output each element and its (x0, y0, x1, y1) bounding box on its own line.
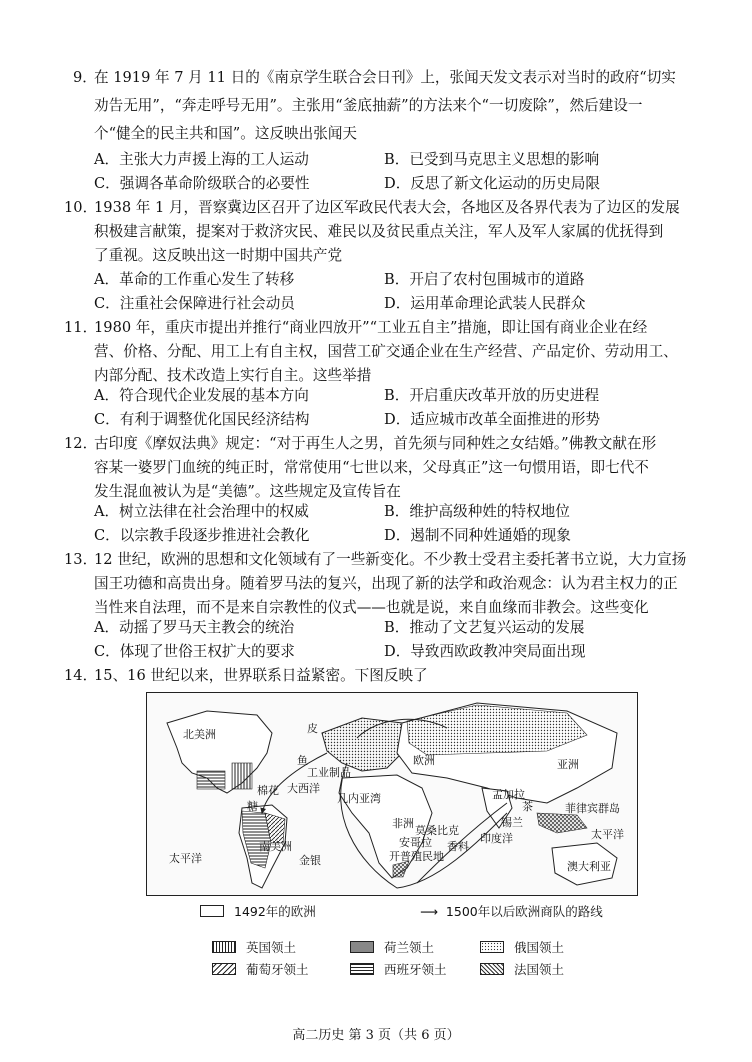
question-text-line: 发生混血被认为是“美德”。这些规定及宣传旨在 (94, 483, 401, 500)
legend-label: 1492年的欧洲 (234, 904, 316, 919)
legend-swatch (200, 905, 224, 917)
question-text-line: 古印度《摩奴法典》规定：“对于再生人之男，首先须与同种姓之女结婚。”佛教文献在形 (94, 435, 657, 452)
option-b: B．推动了文艺复兴运动的发展 (384, 619, 585, 636)
map-label-bengal: 孟加拉 (492, 788, 525, 801)
map-label-cotton: 棉花 (257, 784, 279, 797)
question-number: 9． (73, 69, 97, 86)
option-a: A．主张大力声援上海的工人运动 (94, 151, 309, 168)
question-text-line: 积极建言献策，提案对于救济灾民、难民以及贫民重点关注，军人及军人家属的优抚得到 (94, 223, 664, 240)
question-text-line: 营、价格、分配、用工上有自主权，国营工矿交通企业在生产经营、产品定价、劳动用工、 (94, 343, 678, 360)
legend-portugal (212, 962, 309, 978)
map-label-cape: 开普殖民地 (389, 850, 444, 863)
legend-russia (480, 940, 564, 956)
legend-label: 西班牙领土 (384, 962, 447, 977)
question-text-line: 在 1919 年 7 月 11 日的《南京学生联合会日刊》上，张闻天发文表示对当时的政府“切实 (94, 69, 676, 86)
map-label-angola: 安哥拉 (399, 836, 432, 849)
legend-label: 荷兰领土 (384, 940, 435, 955)
question-text-line: 15、16 世纪以来，世界联系日益紧密。下图反映了 (94, 667, 428, 684)
question-number: 12． (64, 435, 98, 452)
map-label-tea: 茶 (522, 800, 533, 813)
legend-label: 俄国领土 (514, 940, 565, 955)
map-label-guinea: 几内亚湾 (337, 792, 381, 805)
option-b: B．开启重庆改革开放的历史进程 (384, 387, 600, 404)
option-d: D．运用革命理论武装人民群众 (384, 295, 586, 312)
map-label-spices: 香料 (447, 840, 469, 853)
map-label-sugar: 糖 (247, 800, 258, 813)
option-b: B．已受到马克思主义思想的影响 (384, 151, 600, 168)
option-c: C．以宗教手段逐步推进社会教化 (94, 527, 310, 544)
map-label-south-america: 南美洲 (259, 840, 292, 853)
option-d: D．反思了新文化运动的历史局限 (384, 175, 601, 192)
map-label-africa: 非洲 (392, 817, 414, 830)
world-map-figure (146, 692, 638, 896)
option-c: C．体现了世俗王权扩大的要求 (94, 643, 295, 660)
option-b: B．维护高级种姓的特权地位 (384, 503, 570, 520)
arrow-icon: ⟶ (420, 904, 438, 919)
map-label-manufactures: 工业制品 (307, 766, 351, 779)
map-drawing (147, 693, 638, 896)
question-text-line: 了重视。这反映出这一时期中国共产党 (94, 247, 343, 264)
spain-territory-na (197, 771, 225, 789)
map-label-north-america: 北美洲 (183, 728, 216, 741)
map-label-europe: 欧洲 (413, 754, 435, 767)
map-label-pacific-left: 太平洋 (169, 852, 202, 865)
option-a: A．动摇了罗马天主教会的统治 (94, 619, 295, 636)
question-text-line: 1938 年 1 月，晋察冀边区召开了边区军政民代表大会，各地区及各界代表为了边区的发展 (94, 199, 680, 216)
question-text-line: 个“健全的民主共和国”。这反映出张闻天 (94, 125, 358, 142)
legend-label: 法国领土 (514, 962, 565, 977)
legend-swatch (350, 963, 374, 975)
question-text-line: 当性来自法理，而不是来自宗教性的仪式——也就是说，来自血缘而非教会。这些变化 (94, 599, 649, 616)
map-label-mozambique: 莫桑比克 (415, 824, 459, 837)
option-d: D．导致西欧政教冲突局面出现 (384, 643, 586, 660)
question-text-line: 国王功德和高贵出身。随着罗马法的复兴，出现了新的法学和政治观念：认为君主权力的正 (94, 575, 678, 592)
question-text-line: 12 世纪，欧洲的思想和文化领域有了一些新变化。不少教士受君主委托著书立说，大力宣扬 (94, 551, 687, 568)
option-c: C．有利于调整优化国民经济结构 (94, 411, 310, 428)
legend-label: 英国领土 (246, 940, 297, 955)
question-number: 11． (64, 319, 98, 336)
legend-swatch (480, 941, 504, 953)
map-label-australia: 澳大利亚 (567, 860, 611, 873)
map-label-fish: 鱼 (297, 754, 308, 767)
legend-swatch (212, 963, 236, 975)
question-text-line: 内部分配、技术改造上实行自主。这些举措 (94, 367, 372, 384)
question-number: 10． (64, 199, 98, 216)
option-d: D．适应城市改革全面推进的形势 (384, 411, 601, 428)
legend-label: 葡萄牙领土 (246, 962, 309, 977)
legend-spain (350, 962, 447, 978)
region-east-indies (537, 813, 587, 833)
legend-britain (212, 940, 296, 956)
continent-europe (322, 718, 407, 771)
question-text-line: 容某一婆罗门血统的纯正时，常常使用“七世以来，父母真正”这一句惯用语，即七代不 (94, 459, 649, 476)
map-label-atlantic: 大西洋 (287, 782, 320, 795)
option-c: C．强调各革命阶级联合的必要性 (94, 175, 310, 192)
page-footer: 高二历史 第 3 页（共 6 页） (292, 1028, 460, 1043)
legend-swatch (212, 941, 236, 953)
map-label-pacific-right: 太平洋 (591, 828, 624, 841)
option-a: A．树立法律在社会治理中的权威 (94, 503, 309, 520)
legend-europe-1492 (200, 904, 316, 920)
question-number: 13． (64, 551, 98, 568)
map-label-asia: 亚洲 (557, 758, 579, 771)
map-label-furs: 皮 (307, 722, 318, 735)
option-c: C．注重社会保障进行社会动员 (94, 295, 295, 312)
legend-france (480, 962, 564, 978)
legend-netherlands (350, 940, 434, 956)
map-label-philippines: 菲律宾群岛 (565, 802, 620, 815)
britain-territory-na (232, 763, 252, 789)
option-a: A．符合现代企业发展的基本方向 (94, 387, 309, 404)
legend-label: 1500年以后欧洲商队的路线 (445, 904, 603, 919)
legend-route (420, 904, 603, 920)
question-number: 14． (64, 667, 98, 684)
option-d: D．遏制不同种姓通婚的现象 (384, 527, 571, 544)
question-text-line: 劝告无用”，“奔走呼号无用”。主张用“釜底抽薪”的方法来个“一切废除”，然后建设一 (94, 97, 643, 114)
legend-swatch (480, 963, 504, 975)
map-label-ceylon: 锡兰 (501, 816, 523, 829)
legend-swatch (350, 941, 374, 953)
option-b: B．开启了农村包围城市的道路 (384, 271, 585, 288)
map-label-indian-ocean: 印度洋 (480, 832, 513, 845)
question-text-line: 1980 年，重庆市提出并推行“商业四放开”“工业五自主”措施，即让国有商业企业在经 (94, 319, 648, 336)
option-a: A．革命的工作重心发生了转移 (94, 271, 295, 288)
map-label-gold: 金银 (299, 854, 321, 867)
